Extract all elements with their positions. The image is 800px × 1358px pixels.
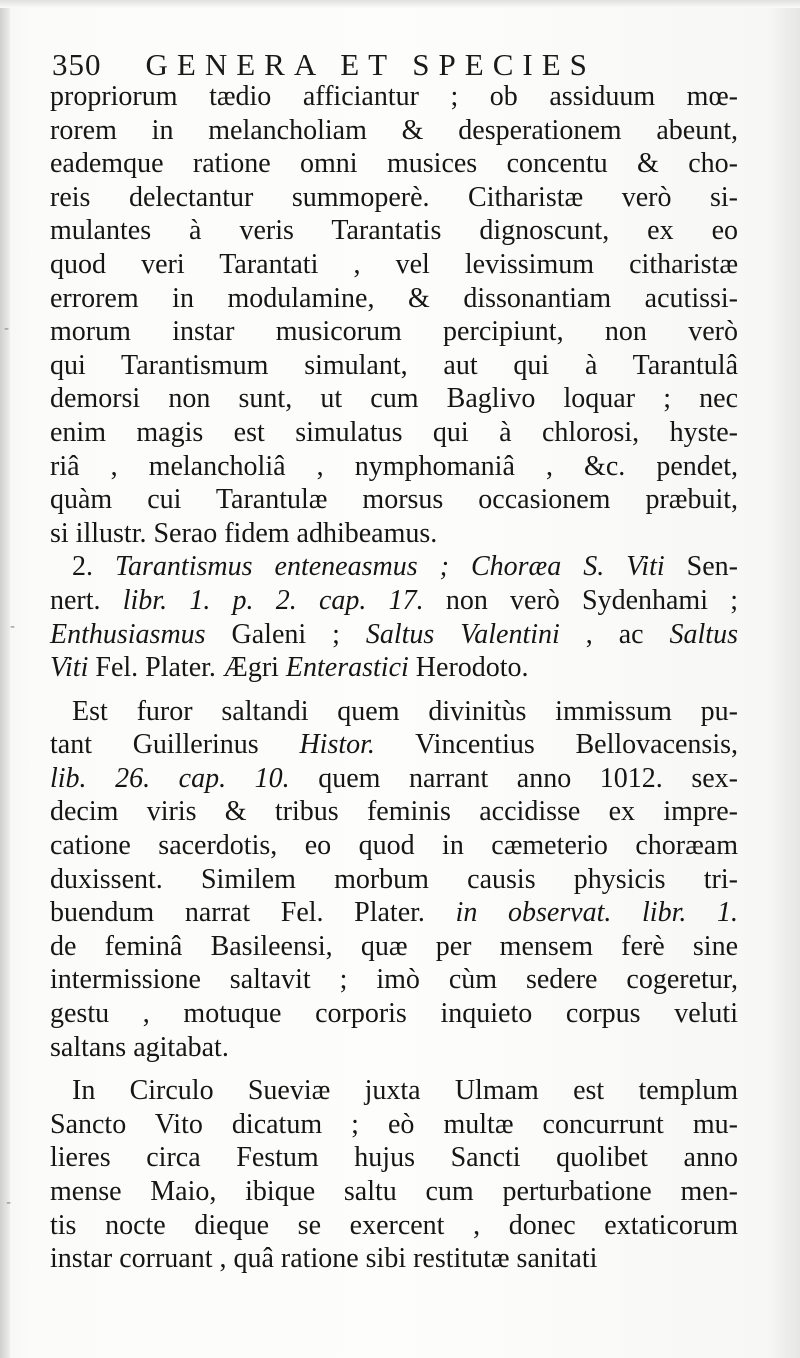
italic-text-run: Tarantismus enteneasmus ; Choræa S. Viti — [115, 551, 665, 583]
paragraph — [50, 1074, 738, 1276]
text-run: Galeni ; — [205, 618, 366, 650]
text-run: riâ , melancholiâ , nymphomaniâ , &c. pendet, — [50, 450, 738, 482]
text-line — [50, 618, 738, 652]
text-run: Herodoto. — [408, 652, 529, 684]
text-run: In Circulo Sueviæ juxta Ulmam est templum — [72, 1075, 738, 1107]
text-line — [50, 214, 738, 248]
text-line — [50, 651, 738, 685]
text-line — [50, 695, 738, 729]
text-line — [50, 963, 738, 997]
text-run: Est furor saltandi quem divinitùs immissum pu- — [72, 695, 738, 727]
text-run: saltans agitabat. — [50, 1031, 229, 1063]
text-line — [50, 863, 738, 897]
body-text — [50, 80, 738, 1276]
text-line — [50, 315, 738, 349]
italic-text-run: Enthusiasmus — [50, 618, 206, 650]
text-line — [50, 550, 738, 584]
text-line — [50, 282, 738, 316]
text-run: qui Tarantismum simulant, aut qui à Tarantulâ — [50, 349, 738, 381]
text-line — [50, 1074, 738, 1108]
text-run: eademque ratione omni musices concentu & cho- — [50, 148, 738, 180]
page-top-edge — [0, 0, 800, 8]
text-line — [50, 1175, 738, 1209]
text-run: intermissione saltavit ; imò cùm sedere cogeretur, — [50, 964, 738, 996]
text-line — [50, 1209, 738, 1243]
text-run: morum instar musicorum percipiunt, non verò — [50, 316, 738, 348]
paragraph — [50, 695, 738, 1065]
paragraph — [50, 550, 738, 684]
text-run: gestu , motuque corporis inquieto corpus veluti — [50, 998, 738, 1030]
page-left-edge — [0, 0, 10, 1358]
text-run: tant Guillerinus — [50, 729, 300, 761]
page-number: 350 — [52, 47, 102, 82]
text-line — [50, 147, 738, 181]
text-line — [50, 762, 738, 796]
text-line — [50, 584, 738, 618]
running-title: GENERA ET SPECIES — [145, 47, 596, 82]
text-run: non verò Sydenhami ; — [423, 584, 738, 616]
text-line — [50, 382, 738, 416]
italic-text-run: Viti — [50, 652, 89, 684]
margin-dash-mark: - — [4, 321, 10, 337]
paragraph-gap — [50, 685, 738, 695]
text-line — [50, 1031, 738, 1065]
italic-text-run: Saltus — [669, 618, 738, 650]
margin-dash-mark: - — [6, 1195, 12, 1211]
text-line — [50, 450, 738, 484]
text-line — [50, 114, 738, 148]
text-line — [50, 416, 738, 450]
text-run: errorem in modulamine, & dissonantiam acutissi- — [50, 282, 738, 314]
text-run: quod veri Tarantati , vel levissimum citharistæ — [50, 248, 738, 280]
text-line — [50, 930, 738, 964]
text-run: tis nocte dieque se exercent , donec extaticorum — [50, 1209, 738, 1241]
italic-text-run: Saltus Valentini — [365, 618, 560, 650]
paragraph-gap — [50, 1064, 738, 1074]
text-line — [50, 997, 738, 1031]
text-line — [50, 896, 738, 930]
text-run: 2. — [72, 551, 116, 583]
text-run: catione sacerdotis, eo quod in cæmeterio choræam — [50, 830, 738, 862]
text-line — [50, 80, 738, 114]
margin-dash-mark: - — [10, 619, 16, 635]
text-line — [50, 248, 738, 282]
text-run: decim viris & tribus feminis accidisse ex impre- — [50, 796, 738, 828]
italic-text-run: in observat. libr. 1. — [455, 897, 738, 929]
text-run: quàm cui Tarantulæ morsus occasionem præbuit, — [50, 484, 738, 516]
italic-text-run: lib. 26. cap. 10. — [50, 762, 290, 794]
text-line — [50, 795, 738, 829]
text-line — [50, 517, 738, 551]
text-line — [50, 1242, 738, 1276]
text-line — [50, 349, 738, 383]
text-run: Vincentius Bellovacensis, — [374, 729, 738, 761]
text-line — [50, 181, 738, 215]
text-run: demorsi non sunt, ut cum Baglivo loquar ; nec — [50, 383, 738, 415]
text-run: duxissent. Similem morbum causis physicis tri- — [50, 863, 738, 895]
text-run: rorem in melancholiam & desperationem abeunt, — [50, 114, 738, 146]
text-line — [50, 728, 738, 762]
italic-text-run: Enterastici — [285, 652, 409, 684]
paragraph — [50, 80, 738, 550]
text-run: reis delectantur summoperè. Citharistæ verò si- — [50, 181, 738, 213]
text-run: mulantes à veris Tarantatis dignoscunt, ex eo — [50, 215, 738, 247]
text-run: buendum narrat Fel. Plater. — [50, 897, 456, 929]
text-run: Fel. Plater. Ægri — [88, 652, 286, 684]
text-run: propriorum tædio afficiantur ; ob assiduum mœ- — [50, 81, 738, 112]
text-run: enim magis est simulatus qui à chlorosi, hyste- — [50, 416, 738, 448]
text-run: quem narrant anno 1012. sex- — [289, 762, 738, 794]
text-line — [50, 829, 738, 863]
text-run: instar corruant , quâ ratione sibi restitutæ sanitati — [50, 1243, 598, 1275]
italic-text-run: Histor. — [299, 729, 375, 761]
text-run: de feminâ Basileensi, quæ per mensem ferè sine — [50, 930, 738, 962]
text-run: Sen- — [664, 551, 739, 583]
italic-text-run: libr. 1. p. 2. cap. 17. — [122, 584, 424, 616]
text-line — [50, 1141, 738, 1175]
text-line — [50, 483, 738, 517]
text-run: nert. — [50, 584, 123, 616]
text-run: lieres circa Festum hujus Sancti quolibet anno — [50, 1142, 738, 1174]
text-run: si illustr. Serao fidem adhibeamus. — [50, 517, 438, 549]
text-run: , ac — [559, 618, 670, 650]
text-run: Sancto Vito dicatum ; eò multæ concurrunt mu- — [50, 1108, 738, 1140]
text-run: mense Maio, ibique saltu cum perturbatione men- — [50, 1176, 738, 1207]
text-line — [50, 1108, 738, 1142]
